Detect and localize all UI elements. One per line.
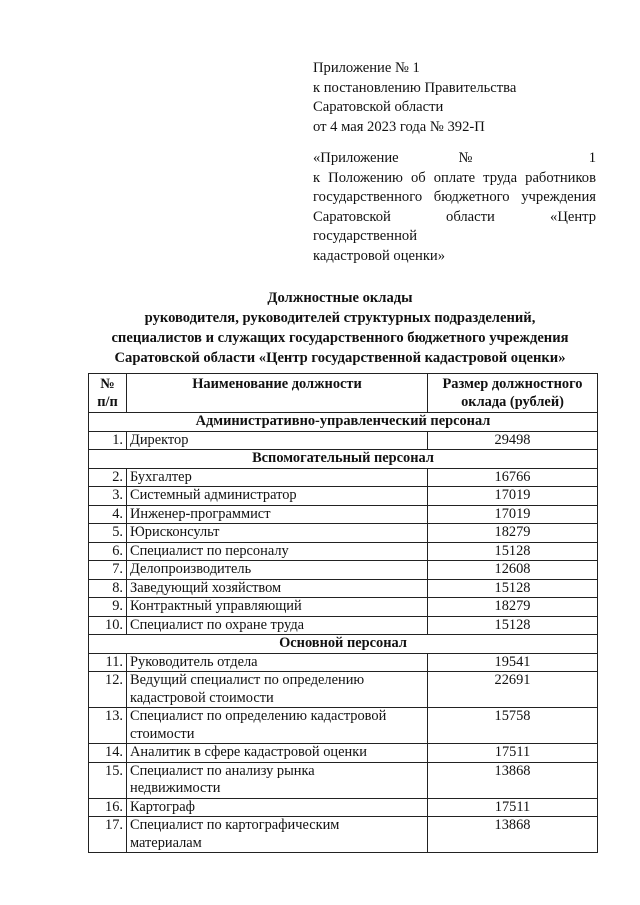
row-number: 6.	[89, 542, 127, 561]
salary-value: 12608	[428, 561, 598, 580]
section-title: Основной персонал	[89, 635, 598, 654]
position-name	[127, 505, 428, 524]
position-name-line: кадастровой стоимости	[130, 689, 274, 706]
table-row	[89, 708, 598, 744]
position-name-line: Системный администратор	[130, 487, 297, 503]
appendix-reference	[313, 59, 603, 137]
salary-value: 19541	[428, 653, 598, 672]
salary-value: 17511	[428, 744, 598, 763]
appendix-line: Приложение № 1	[313, 60, 420, 76]
table-body	[89, 413, 598, 853]
position-name	[127, 598, 428, 617]
table-row	[89, 762, 598, 798]
row-number: 17.	[89, 817, 127, 853]
document-title	[60, 288, 620, 368]
table-row	[89, 598, 598, 617]
title-line: специалистов и служащих государственного бюджетного учреждения	[111, 330, 569, 346]
row-number: 4.	[89, 505, 127, 524]
regulation-line: кадастровой оценки»	[313, 247, 446, 264]
row-number: 11.	[89, 653, 127, 672]
table-row	[89, 653, 598, 672]
position-name-line: Аналитик в сфере кадастровой оценки	[130, 744, 367, 760]
row-number: 15.	[89, 762, 127, 798]
salary-value: 15128	[428, 542, 598, 561]
table-row	[89, 672, 598, 708]
appendix-line: от 4 мая 2023 года № 392-П	[313, 118, 485, 135]
position-name	[127, 542, 428, 561]
regulation-line: «Приложение № 1	[313, 150, 596, 166]
salary-value: 17019	[428, 487, 598, 506]
salary-table	[88, 373, 598, 853]
table-row	[89, 798, 598, 817]
position-name-line: Делопроизводитель	[130, 561, 252, 577]
row-number: 1.	[89, 431, 127, 450]
header-num-line: №	[100, 376, 115, 392]
header-salary-line: оклада (рублей)	[461, 393, 564, 410]
row-number: 13.	[89, 708, 127, 744]
salary-value: 16766	[428, 468, 598, 487]
position-name-line: Специалист по охране труда	[130, 616, 305, 633]
table-row	[89, 487, 598, 506]
row-number: 14.	[89, 744, 127, 763]
salary-value: 18279	[428, 598, 598, 617]
row-number: 2.	[89, 468, 127, 487]
appendix-line: к постановлению Правительства	[313, 79, 517, 96]
section-header-row	[89, 413, 598, 432]
title-line: руководителя, руководителей структурных подразделений,	[144, 310, 536, 326]
salary-value: 13868	[428, 762, 598, 798]
regulation-line: к Положению об оплате труда работников	[313, 169, 596, 186]
position-name	[127, 672, 428, 708]
position-name	[127, 744, 428, 763]
position-name-line: Картограф	[130, 798, 195, 815]
position-name	[127, 524, 428, 543]
table-row	[89, 579, 598, 598]
header-position: Наименование должности	[127, 374, 428, 413]
section-title: Вспомогательный персонал	[89, 450, 598, 469]
position-name-line: Специалист по определению кадастровой	[130, 708, 387, 724]
position-name-line: материалам	[130, 834, 202, 851]
table-header-row	[89, 374, 598, 413]
row-number: 16.	[89, 798, 127, 817]
position-name-line: Контрактный управляющий	[130, 598, 302, 614]
salary-value: 17511	[428, 798, 598, 817]
row-number: 10.	[89, 616, 127, 635]
regulation-line: государственного бюджетного учреждения	[313, 189, 596, 205]
position-name	[127, 708, 428, 744]
salary-value: 17019	[428, 505, 598, 524]
position-name	[127, 762, 428, 798]
position-name	[127, 579, 428, 598]
position-name	[127, 653, 428, 672]
row-number: 8.	[89, 579, 127, 598]
header-num-line: п/п	[97, 393, 118, 410]
title-line: Саратовской области «Центр государственной кадастровой оценки»	[114, 350, 566, 366]
salary-value: 15128	[428, 616, 598, 635]
row-number: 12.	[89, 672, 127, 708]
salary-value: 18279	[428, 524, 598, 543]
salary-value: 13868	[428, 817, 598, 853]
salary-value: 15758	[428, 708, 598, 744]
position-name-line: Бухгалтер	[130, 468, 192, 485]
regulation-line: Саратовской области «Центр государственной	[313, 208, 596, 244]
table-row	[89, 468, 598, 487]
position-name-line: Специалист по картографическим	[130, 817, 340, 833]
position-name-line: Ведущий специалист по определению	[130, 672, 365, 688]
header-salary-line: Размер должностного	[442, 376, 583, 392]
position-name-line: Заведующий хозяйством	[130, 579, 282, 596]
table-row	[89, 817, 598, 853]
position-name	[127, 431, 428, 450]
section-header-row	[89, 635, 598, 654]
table-row	[89, 524, 598, 543]
position-name-line: Директор	[130, 431, 189, 448]
position-name	[127, 487, 428, 506]
position-name	[127, 468, 428, 487]
row-number: 7.	[89, 561, 127, 580]
position-name-line: Инженер-программист	[130, 505, 271, 522]
position-name	[127, 817, 428, 853]
table-row	[89, 542, 598, 561]
row-number: 3.	[89, 487, 127, 506]
table-row	[89, 744, 598, 763]
regulation-reference	[313, 149, 596, 266]
position-name-line: Руководитель отдела	[130, 653, 258, 670]
position-name-line: Юрисконсульт	[130, 524, 220, 540]
section-header-row	[89, 450, 598, 469]
position-name	[127, 616, 428, 635]
position-name-line: недвижимости	[130, 780, 221, 796]
table-row	[89, 561, 598, 580]
row-number: 9.	[89, 598, 127, 617]
section-title: Административно-управленческий персонал	[89, 413, 598, 432]
salary-value: 15128	[428, 579, 598, 598]
position-name-line: Специалист по персоналу	[130, 542, 289, 559]
row-number: 5.	[89, 524, 127, 543]
appendix-line: Саратовской области	[313, 99, 444, 115]
title-line: Должностные оклады	[267, 290, 413, 306]
position-name-line: Специалист по анализу рынка	[130, 762, 315, 779]
header-num	[89, 374, 127, 413]
table-row	[89, 505, 598, 524]
salary-value: 22691	[428, 672, 598, 708]
position-name-line: стоимости	[130, 725, 195, 742]
position-name	[127, 561, 428, 580]
salary-value: 29498	[428, 431, 598, 450]
position-name	[127, 798, 428, 817]
table-row	[89, 616, 598, 635]
table-row	[89, 431, 598, 450]
header-salary	[428, 374, 598, 413]
